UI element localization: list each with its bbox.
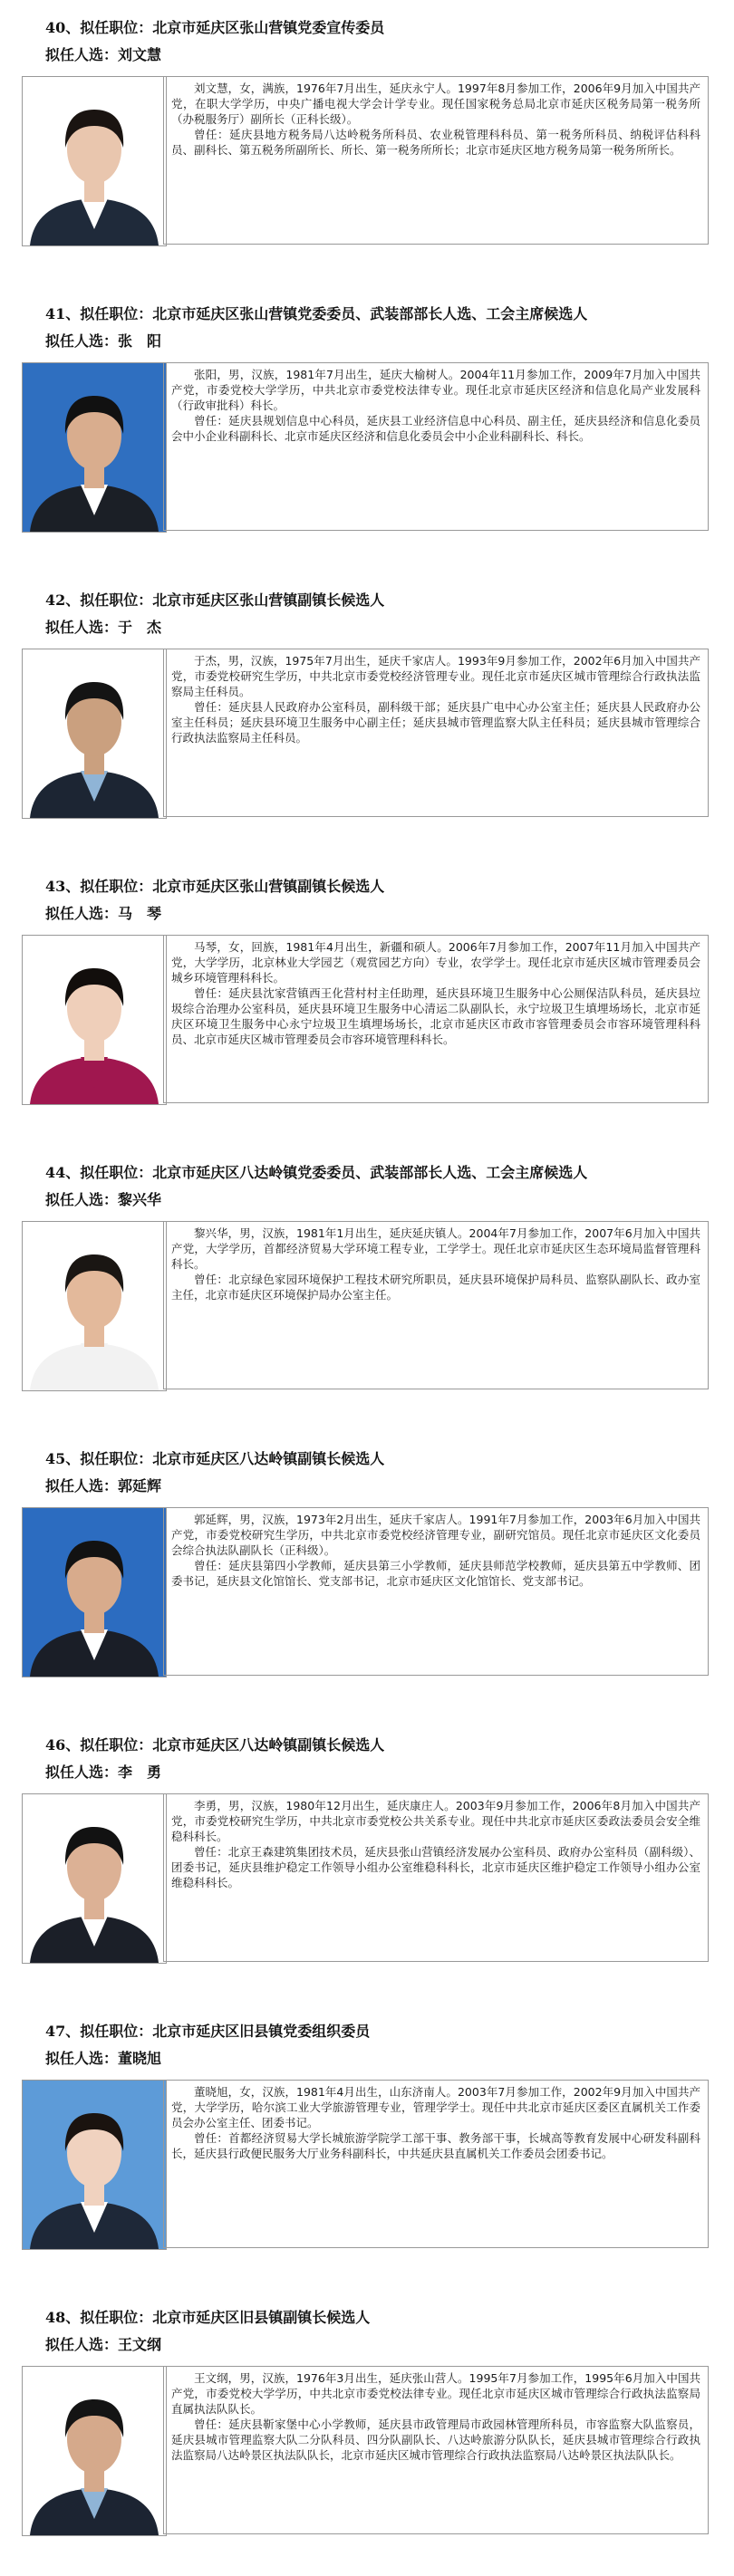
- bio-former-positions: 曾任：延庆县人民政府办公室科员，副科级干部；延庆县广电中心办公室主任；延庆县人民政府办公室主任科员；延庆县环境卫生服务中心副主任；延庆县城市管理监察大队主任科员；延庆县城市管理综合行政执法监察局主任科员。: [171, 700, 700, 745]
- candidate-photo: [22, 649, 167, 819]
- bio-former-positions: 曾任：延庆县规划信息中心科员，延庆县工业经济信息中心科员、副主任，延庆县经济和信息化委员会中小企业科副科长、北京市延庆区经济和信息化委员会中小企业科副科长、科长。: [171, 414, 700, 443]
- portrait-image: [23, 936, 166, 1104]
- biography-box: [163, 362, 709, 531]
- portrait-image: [23, 363, 166, 532]
- candidate-photo: [22, 362, 167, 533]
- portrait-image: [23, 2081, 166, 2249]
- biography-box: [163, 935, 709, 1103]
- bio-current-position: 于杰，男，汉族，1975年7月出生，延庆千家店人。1993年9月参加工作，2002年6月加入中国共产党，市委党校研究生学历，中共北京市委党校经济管理专业。现任北京市延庆区城市管理综合行政执法监察局主任科员。: [171, 654, 700, 698]
- biography-box: [163, 76, 709, 245]
- bio-former-positions: 曾任：延庆县靳家堡中心小学教师，延庆县市政管理局市政园林管理所科员，市容监察大队监察员，延庆县城市管理监察大队二分队科员、四分队副队长、八达岭旅游分队队长，延庆县城市管理综合行政执法监察局八达岭景区执法队队长，北京市延庆区城市管理综合行政执法监察局八达岭景区执法队队长。: [171, 2417, 700, 2462]
- candidate-entry-48: [0, 2290, 734, 2576]
- biography-box: [163, 2080, 709, 2248]
- candidate-name: 拟任人选：于 杰: [45, 619, 162, 636]
- candidate-name: 拟任人选：王文纲: [45, 2336, 162, 2353]
- candidate-entry-47: [0, 2004, 734, 2290]
- bio-former-positions: 曾任：首都经济贸易大学长城旅游学院学工部干事、教务部干事，长城高等教育发展中心研发科副科长，延庆县行政便民服务大厅业务科副科长，中共延庆县直属机关工作委员会团委书记。: [171, 2131, 700, 2160]
- candidate-entry-41: [0, 286, 734, 572]
- position-title: 48、拟任职位：北京市延庆区旧县镇副镇长候选人: [45, 2309, 371, 2326]
- candidate-entry-44: [0, 1145, 734, 1431]
- bio-current-position: 李勇，男，汉族，1980年12月出生，延庆康庄人。2003年9月参加工作，2006年8月加入中国共产党，市委党校研究生学历，中共北京市委党校公共关系专业。现任中共北京市延庆区委政法委员会安全维稳科科长。: [171, 1799, 700, 1843]
- position-title: 44、拟任职位：北京市延庆区八达岭镇党委委员、武装部部长人选、工会主席候选人: [45, 1164, 588, 1181]
- bio-current-position: 刘文慧，女，满族，1976年7月出生，延庆永宁人。1997年8月参加工作，2006年9月加入中国共产党，在职大学学历，中央广播电视大学会计学专业。现任国家税务总局北京市延庆区税务局第一税务所（办税服务厅）副所长（正科长级）。: [171, 82, 700, 126]
- candidate-entry-45: [0, 1431, 734, 1717]
- bio-current-position: 董晓旭，女，汉族，1981年4月出生，山东济南人。2003年7月参加工作，2002年9月加入中国共产党，大学学历，哈尔滨工业大学旅游管理专业，管理学学士。现任中共北京市延庆区委区直属机关工作委员会办公室主任、团委书记。: [171, 2085, 700, 2129]
- candidate-name: 拟任人选：李 勇: [45, 1764, 162, 1781]
- candidate-name: 拟任人选：黎兴华: [45, 1191, 162, 1208]
- bio-current-position: 黎兴华，男，汉族，1981年1月出生，延庆延庆镇人。2004年7月参加工作，2007年6月加入中国共产党，大学学历，首都经济贸易大学环境工程专业，工学学士。现任北京市延庆区生态环境局监督管理科科长。: [171, 1226, 700, 1271]
- position-title: 40、拟任职位：北京市延庆区张山营镇党委宣传委员: [45, 19, 385, 36]
- biography-box: [163, 2366, 709, 2534]
- candidate-entry-43: [0, 859, 734, 1145]
- portrait-image: [23, 77, 166, 245]
- bio-current-position: 张阳，男，汉族，1981年7月出生，延庆大榆树人。2004年11月参加工作，2009年7月加入中国共产党，市委党校大学学历，中共北京市委党校法律专业。现任北京市延庆区经济和信息化局产业发展科（行政审批科）科长。: [171, 368, 700, 412]
- bio-former-positions: 曾任：延庆县沈家营镇西王化营村村主任助理，延庆县环境卫生服务中心公厕保洁队科员，延庆县垃圾综合治理办公室科员，延庆县环境卫生服务中心清运二队副队长，永宁垃圾卫生填埋场场长，北京市延庆区环境卫生服务中心永宁垃圾卫生填埋场场长，北京市延庆区市政市容管理委员会市容环境管理科科员、北京市延庆区城市管理委员会市容环境管理科科长。: [171, 986, 700, 1046]
- candidate-photo: [22, 1507, 167, 1677]
- candidate-photo: [22, 1221, 167, 1391]
- position-title: 47、拟任职位：北京市延庆区旧县镇党委组织委员: [45, 2023, 371, 2040]
- candidate-photo: [22, 1793, 167, 1964]
- candidate-name: 拟任人选：董晓旭: [45, 2050, 162, 2067]
- position-title: 42、拟任职位：北京市延庆区张山营镇副镇长候选人: [45, 591, 385, 609]
- bio-current-position: 马琴，女，回族，1981年4月出生，新疆和硕人。2006年7月参加工作，2007年11月加入中国共产党，大学学历，北京林业大学园艺（观赏园艺方向）专业，农学学士。现任北京市延庆区城市管理委员会城乡环境管理科科长。: [171, 940, 700, 985]
- candidate-entry-40: [0, 0, 734, 286]
- candidate-entry-46: [0, 1717, 734, 2004]
- position-title: 45、拟任职位：北京市延庆区八达岭镇副镇长候选人: [45, 1450, 385, 1467]
- bio-current-position: 王文纲，男，汉族，1976年3月出生，延庆张山营人。1995年7月参加工作，1995年6月加入中国共产党，市委党校大学学历，中共北京市委党校法律专业。现任北京市延庆区城市管理综合行政执法监察局直属执法队队长。: [171, 2371, 700, 2416]
- candidate-name: 拟任人选：郭延辉: [45, 1477, 162, 1495]
- candidate-photo: [22, 935, 167, 1105]
- bio-current-position: 郭延辉，男，汉族，1973年2月出生，延庆千家店人。1991年7月参加工作，2003年6月加入中国共产党，市委党校研究生学历，中共北京市委党校经济管理专业，副研究馆员。现任北京市延庆区文化委员会综合执法队副队长（正科级）。: [171, 1513, 700, 1557]
- biography-box: [163, 649, 709, 817]
- biography-box: [163, 1507, 709, 1676]
- candidate-photo: [22, 2080, 167, 2250]
- candidate-photo: [22, 2366, 167, 2536]
- bio-former-positions: 曾任：北京绿色家园环境保护工程技术研究所职员，延庆县环境保护局科员、监察队副队长、政办室主任，北京市延庆区环境保护局办公室主任。: [171, 1273, 700, 1302]
- bio-former-positions: 曾任：延庆县第四小学教师，延庆县第三小学教师，延庆县师范学校教师，延庆县第五中学教师、团委书记，延庆县文化馆馆长、党支部书记，北京市延庆区文化馆馆长、党支部书记。: [171, 1559, 700, 1588]
- candidate-entry-42: [0, 572, 734, 859]
- portrait-image: [23, 1222, 166, 1390]
- portrait-image: [23, 1794, 166, 1963]
- candidate-name: 拟任人选：马 琴: [45, 905, 162, 922]
- biography-box: [163, 1793, 709, 1962]
- biography-box: [163, 1221, 709, 1389]
- portrait-image: [23, 649, 166, 818]
- position-title: 41、拟任职位：北京市延庆区张山营镇党委委员、武装部部长人选、工会主席候选人: [45, 305, 588, 322]
- bio-former-positions: 曾任：北京王森建筑集团技术员，延庆县张山营镇经济发展办公室科员、政府办公室科员（副科级）、团委书记，延庆县维护稳定工作领导小组办公室维稳科科长，北京市延庆区维护稳定工作领导小组办公室维稳科科长。: [171, 1845, 700, 1889]
- bio-former-positions: 曾任：延庆县地方税务局八达岭税务所科员、农业税管理科科员、第一税务所科员、纳税评估科科员、副科长、第五税务所副所长、所长、第一税务所所长；北京市延庆区地方税务局第一税务所所长。: [171, 128, 700, 157]
- position-title: 46、拟任职位：北京市延庆区八达岭镇副镇长候选人: [45, 1736, 385, 1754]
- portrait-image: [23, 1508, 166, 1677]
- candidate-name: 拟任人选：张 阳: [45, 332, 162, 350]
- portrait-image: [23, 2367, 166, 2535]
- candidate-photo: [22, 76, 167, 246]
- candidate-name: 拟任人选：刘文慧: [45, 46, 162, 63]
- position-title: 43、拟任职位：北京市延庆区张山营镇副镇长候选人: [45, 878, 385, 895]
